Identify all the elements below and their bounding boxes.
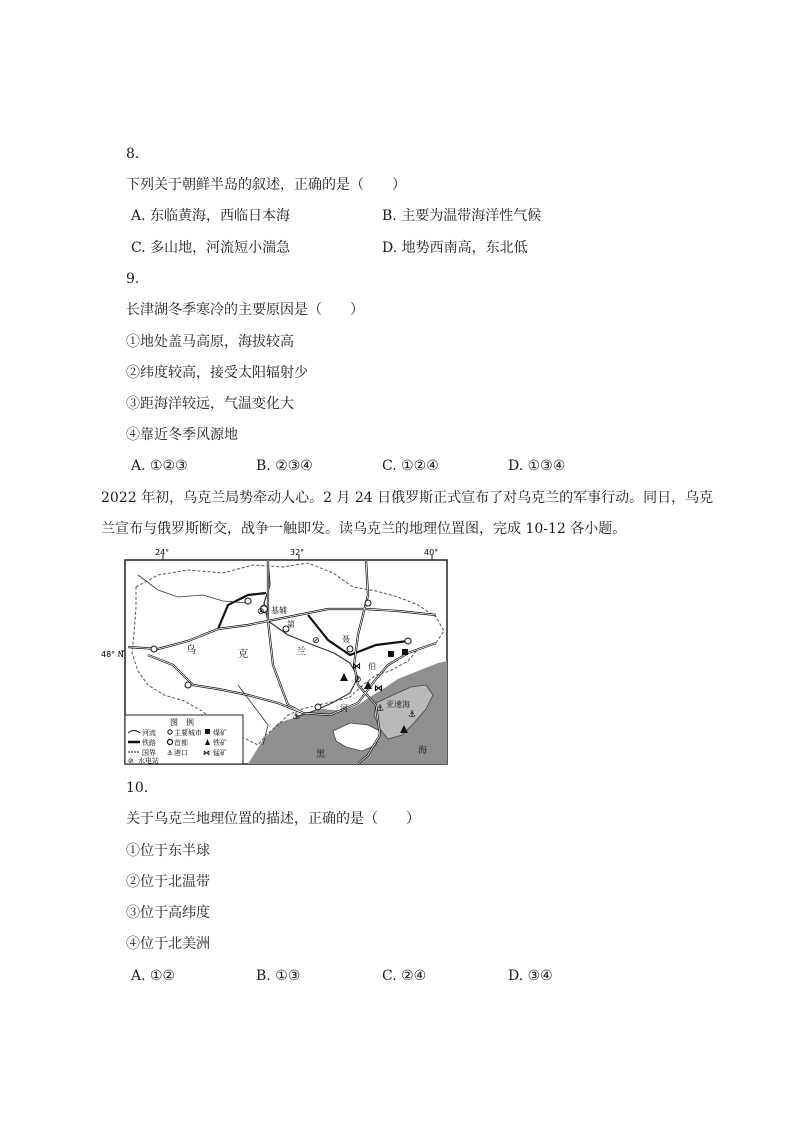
question-9-option-a: A. ①②③ bbox=[131, 458, 188, 474]
lon-label-24: 24° bbox=[155, 548, 170, 557]
map-legend bbox=[125, 715, 243, 765]
question-10-option-c: C. ②④ bbox=[382, 968, 427, 984]
question-10-option-d: D. ③④ bbox=[508, 968, 553, 984]
legend-hydro-icon: ⊘ bbox=[128, 757, 134, 765]
hydro-station-icon: ⊘ bbox=[257, 607, 265, 617]
legend-port: 港口 bbox=[174, 749, 188, 757]
legend-capital: 首都 bbox=[174, 739, 188, 747]
port-anchor-icon: ⚓ bbox=[376, 704, 385, 714]
question-9-number: 9. bbox=[126, 271, 140, 287]
legend-major-city: 主要城市 bbox=[174, 729, 202, 737]
coal-mine-marker bbox=[388, 651, 394, 657]
port-anchor-icon: ⚓ bbox=[408, 710, 417, 720]
lon-label-32: 32° bbox=[290, 548, 305, 557]
question-9-stem: 长津湖冬季寒冷的主要原因是（ ） bbox=[126, 302, 364, 318]
ukraine-location-map bbox=[101, 545, 452, 767]
question-10-statement-4: ④位于北美洲 bbox=[126, 936, 210, 952]
city-label-kyiv: 基辅 bbox=[271, 606, 287, 615]
legend-port-icon: ⚓ bbox=[167, 749, 174, 757]
legend-coal: 煤矿 bbox=[213, 729, 227, 737]
city-marker bbox=[151, 646, 157, 652]
city-marker bbox=[245, 598, 251, 604]
sea-label-azov: 亚速海 bbox=[386, 700, 410, 709]
intro-line-2: 兰宣布与俄罗斯断交，战争一触即发。读乌克兰的地理位置图，完成 10-12 各小题。 bbox=[101, 521, 627, 537]
question-8-option-a: A. 东临黄海，西临日本海 bbox=[131, 208, 291, 224]
city-marker bbox=[315, 704, 321, 710]
legend-manganese: 锰矿 bbox=[213, 749, 227, 757]
question-8-option-b: B. 主要为温带海洋性气候 bbox=[382, 208, 542, 224]
river-label-di: 第 bbox=[287, 620, 295, 629]
legend-river: 河流 bbox=[142, 729, 156, 737]
sea-label-black-hei: 黑 bbox=[316, 750, 326, 760]
city-marker bbox=[365, 600, 371, 606]
country-label-wu: 乌 bbox=[186, 645, 196, 656]
question-8-number: 8. bbox=[126, 146, 140, 162]
question-10-statement-2: ②位于北温带 bbox=[126, 874, 210, 890]
manganese-mine-icon: ⋈ bbox=[352, 662, 361, 672]
city-marker bbox=[347, 646, 353, 652]
question-10-number: 10. bbox=[126, 780, 149, 796]
question-8-stem: 下列关于朝鲜半岛的叙述，正确的是（ ） bbox=[126, 177, 406, 193]
question-9-option-c: C. ①②④ bbox=[382, 458, 439, 474]
sea-label-black-hai: 海 bbox=[418, 746, 428, 756]
question-9-statement-2: ②纬度较高，接受太阳辐射少 bbox=[126, 365, 308, 381]
country-label-ke: 克 bbox=[238, 649, 248, 660]
river-label-nie: 聂 bbox=[342, 635, 350, 644]
question-10-option-b: B. ①③ bbox=[256, 968, 301, 984]
legend-railway: 铁路 bbox=[142, 739, 156, 747]
river-label-he: 河 bbox=[340, 704, 348, 713]
question-10-stem: 关于乌克兰地理位置的描述，正确的是（ ） bbox=[126, 811, 420, 827]
question-9-option-d: D. ①③④ bbox=[508, 458, 566, 474]
question-9-statement-4: ④靠近冬季风源地 bbox=[126, 427, 238, 443]
question-10-statement-1: ①位于东半球 bbox=[126, 843, 210, 859]
question-10-option-a: A. ①② bbox=[131, 968, 176, 984]
question-9-statement-3: ③距海洋较远，气温变化大 bbox=[126, 396, 294, 412]
question-8-option-c: C. 多山地，河流短小湍急 bbox=[131, 240, 291, 256]
question-8-option-d: D. 地势西南高，东北低 bbox=[382, 240, 528, 256]
hydro-station-icon: ⊘ bbox=[354, 675, 362, 685]
legend-title: 图 例 bbox=[170, 718, 194, 727]
question-9-statement-1: ①地处盖马高原，海拔较高 bbox=[126, 334, 294, 350]
city-marker bbox=[185, 682, 191, 688]
lat-label-48n: 48° N bbox=[101, 650, 124, 659]
city-marker bbox=[405, 638, 411, 644]
question-9-option-b: B. ②③④ bbox=[256, 458, 313, 474]
question-10-statement-3: ③位于高纬度 bbox=[126, 905, 210, 921]
legend-border: 国界 bbox=[142, 749, 156, 757]
legend-manganese-icon: ⋈ bbox=[203, 749, 210, 757]
hydro-station-icon: ⊘ bbox=[312, 636, 320, 646]
river-label-bo: 伯 bbox=[368, 662, 376, 671]
coal-mine-marker bbox=[402, 649, 408, 655]
manganese-mine-icon: ⋈ bbox=[374, 684, 383, 694]
legend-hydro: 水电站 bbox=[138, 757, 159, 765]
lon-label-40: 40° bbox=[424, 548, 439, 557]
country-label-lan: 兰 bbox=[296, 647, 306, 658]
legend-iron: 铁矿 bbox=[213, 739, 227, 747]
port-anchor-icon: ⚓ bbox=[292, 712, 301, 722]
intro-line-1: 2022 年初，乌克兰局势牵动人心。2 月 24 日俄罗斯正式宣布了对乌克兰的军事行动。同日，乌克 bbox=[101, 490, 714, 506]
